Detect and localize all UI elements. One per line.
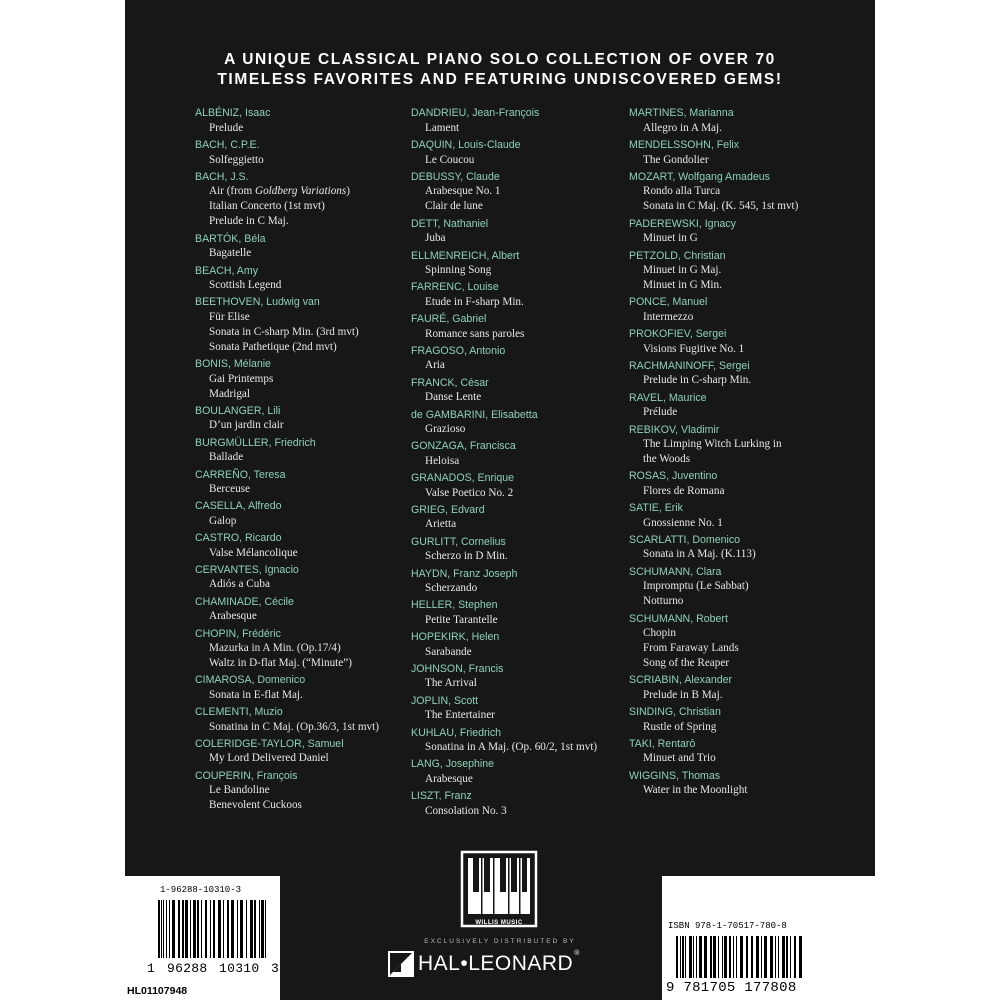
composer-entry <box>411 377 626 405</box>
piece-title: Minuet in G Maj. <box>643 263 722 276</box>
composer-entry <box>411 107 626 135</box>
piece-title: Visions Fugitive No. 1 <box>643 342 745 355</box>
composer-entry <box>195 171 405 229</box>
piece-title: Petite Tarantelle <box>425 613 498 626</box>
composer-name: CHAMINADE, Cécile <box>195 595 294 608</box>
composer-entry <box>411 218 626 246</box>
composer-entry <box>195 358 405 401</box>
composer-entry <box>629 470 869 498</box>
composer-entry <box>195 139 405 167</box>
composer-entry <box>195 596 405 624</box>
composer-entry <box>629 738 869 766</box>
composer-name: SCRIABIN, Alexander <box>629 674 733 687</box>
composer-entry <box>195 265 405 293</box>
composer-name: REBIKOV, Vladimir <box>629 423 720 436</box>
piece-title: Flores de Romana <box>643 484 725 497</box>
piece-title: Galop <box>209 514 237 527</box>
barcode-bar <box>197 900 199 958</box>
piece-title: Chopin <box>643 626 676 639</box>
piece-title: From Faraway Lands <box>643 641 739 654</box>
piece-title: Juba <box>425 232 446 245</box>
composer-name: WIGGINS, Thomas <box>629 769 721 782</box>
composer-entry <box>411 472 626 500</box>
contents-column-3 <box>629 104 869 798</box>
piece-title: Arietta <box>425 518 457 531</box>
composer-entry <box>411 281 626 309</box>
composer-entry <box>411 663 626 691</box>
barcode-bar <box>223 900 224 958</box>
barcode-bar <box>756 936 759 978</box>
piece-title: Lament <box>425 121 460 134</box>
barcode-bar <box>746 936 748 978</box>
composer-name: TAKI, Rentarō <box>629 737 696 750</box>
composer-name: COUPERIN, François <box>195 769 298 782</box>
barcode-bar <box>786 936 788 978</box>
composer-name: DANDRIEU, Jean-François <box>411 107 540 120</box>
composer-name: BONIS, Mélanie <box>195 358 271 371</box>
barcode-bar <box>213 900 215 958</box>
composer-entry <box>629 674 869 702</box>
composer-name: CARREÑO, Teresa <box>195 468 286 481</box>
piece-title: Water in the Moonlight <box>643 784 748 797</box>
piece-title: Song of the Reaper <box>643 656 730 669</box>
barcode-bar <box>704 936 707 978</box>
piece-title: D’un jardin clair <box>209 419 284 432</box>
barcode-bar <box>740 936 743 978</box>
barcode-bar <box>231 900 234 958</box>
upc-digit-first: 1 <box>147 961 156 976</box>
composer-entry <box>629 534 869 562</box>
composer-entry <box>195 296 405 354</box>
composer-name: PONCE, Manuel <box>629 296 708 309</box>
composer-name: de GAMBARINI, Elisabetta <box>411 408 538 421</box>
piece-title: Allegro in A Maj. <box>643 121 722 134</box>
piece-title: Consolation No. 3 <box>425 804 507 817</box>
barcode-bar <box>185 900 188 958</box>
composer-name: BACH, J.S. <box>195 170 249 183</box>
composer-name: FRAGOSO, Antonio <box>411 344 506 357</box>
composer-name: DAQUIN, Louis-Claude <box>411 139 521 152</box>
piece-title: Etude in F-sharp Min. <box>425 295 524 308</box>
barcode-bar <box>685 936 686 978</box>
barcode-bar <box>205 900 207 958</box>
barcode-bar <box>254 900 256 958</box>
upc-digits-group-1: 96288 <box>167 961 208 976</box>
piece-title: Prelude in C Maj. <box>209 215 289 228</box>
composer-entry <box>195 233 405 261</box>
piece-title: Italian Concerto (1st mvt) <box>209 200 325 213</box>
piece-title: Waltz in D-flat Maj. (“Minute”) <box>209 656 352 669</box>
composer-name: CASTRO, Ricardo <box>195 532 282 545</box>
isbn-barcode-bars <box>676 936 806 982</box>
upc-digits-group-2: 10310 <box>219 961 260 976</box>
registered-mark: ® <box>574 950 580 957</box>
barcode-bar <box>764 936 767 978</box>
composer-name: FRANCK, César <box>411 376 489 389</box>
piece-title: Le Bandoline <box>209 784 270 797</box>
composer-name: FARRENC, Louise <box>411 281 499 294</box>
composer-entry <box>629 218 869 246</box>
composer-name: DEBUSSY, Claude <box>411 170 500 183</box>
composer-entry <box>411 758 626 786</box>
barcode-bar <box>680 936 681 978</box>
barcode-bar <box>751 936 753 978</box>
barcode-bar <box>718 936 719 978</box>
barcode-bar <box>736 936 737 978</box>
piece-title: Sonatina in C Maj. (Op.36/3, 1st mvt) <box>209 720 379 733</box>
contents-column-1 <box>195 104 405 813</box>
barcode-bar <box>201 900 202 958</box>
piece-title: Minuet and Trio <box>643 752 716 765</box>
barcode-bar <box>178 900 180 958</box>
piece-title: Sonata in C Maj. (K. 545, 1st mvt) <box>643 200 799 213</box>
barcode-bar <box>163 900 164 958</box>
composer-entry <box>195 437 405 465</box>
upc-top-number: 1-96288-10310-3 <box>160 885 242 895</box>
composer-entry <box>411 250 626 278</box>
piece-title: Madrigal <box>209 387 251 400</box>
composer-name: JOPLIN, Scott <box>411 694 479 707</box>
barcode-bar <box>696 936 697 978</box>
composer-entry <box>411 139 626 167</box>
piece-title: Rustle of Spring <box>643 720 717 733</box>
composer-name: SCARLATTI, Domenico <box>629 533 741 546</box>
barcode-bar <box>227 900 229 958</box>
barcode-bar <box>699 936 702 978</box>
piece-title: Air (from Goldberg Variations) <box>209 185 350 198</box>
composer-entry <box>629 360 869 388</box>
piece-title: Prélude <box>643 406 678 419</box>
piece-title: Romance sans paroles <box>425 327 525 340</box>
upc-barcode-box <box>125 876 280 1000</box>
piece-title: Ballade <box>209 451 244 464</box>
barcode-bar <box>782 936 785 978</box>
piece-title: Scottish Legend <box>209 278 282 291</box>
composer-entry <box>195 532 405 560</box>
composer-name: HOPEKIRK, Helen <box>411 631 500 644</box>
composer-entry <box>411 313 626 341</box>
piece-title: Heloisa <box>425 454 460 467</box>
composer-entry <box>195 738 405 766</box>
barcode-bar <box>689 936 692 978</box>
piece-title: Sonata Pathetique (2nd mvt) <box>209 340 337 353</box>
composer-name: JOHNSON, Francis <box>411 662 504 675</box>
piece-title: Berceuse <box>209 482 250 495</box>
composer-entry <box>411 345 626 373</box>
piece-title: Impromptu (Le Sabbat) <box>643 580 749 593</box>
piece-title: The Arrival <box>425 677 477 690</box>
hal-leonard-wordmark: HAL•LEONARD <box>418 952 574 975</box>
composer-name: GRIEG, Edvard <box>411 503 485 516</box>
composer-entry <box>629 392 869 420</box>
composer-entry <box>411 568 626 596</box>
hl-product-code: HL01107948 <box>127 985 188 997</box>
barcode-bar <box>722 936 723 978</box>
composer-name: MARTINES, Marianna <box>629 107 734 120</box>
barcode-bar <box>724 936 727 978</box>
composer-entry <box>411 695 626 723</box>
composer-entry <box>195 405 405 433</box>
barcode-bar <box>261 900 264 958</box>
composer-name: GRANADOS, Enrique <box>411 472 515 485</box>
barcode-bar <box>210 900 211 958</box>
composer-name: MOZART, Wolfgang Amadeus <box>629 170 770 183</box>
piece-title: Adiós a Cuba <box>209 578 270 591</box>
barcode-bar <box>259 900 260 958</box>
composer-name: CHOPIN, Frédéric <box>195 627 281 640</box>
barcode-bar <box>790 936 791 978</box>
barcode-bar <box>169 900 170 958</box>
composer-entry <box>411 631 626 659</box>
piece-title: Minuet in G Min. <box>643 278 722 291</box>
composer-entry <box>195 628 405 671</box>
barcode-bar <box>693 936 694 978</box>
piece-title: Prelude <box>209 121 244 134</box>
barcode-bar <box>733 936 734 978</box>
barcode-bar <box>710 936 712 978</box>
composer-entry <box>195 500 405 528</box>
isbn-barcode-digits: 9 781705 177808 <box>666 980 797 996</box>
composer-name: PADEREWSKI, Ignacy <box>629 217 736 230</box>
barcode-bar <box>182 900 184 958</box>
composer-name: LANG, Josephine <box>411 758 495 771</box>
composer-name: SATIE, Erik <box>629 502 683 515</box>
barcode-bar <box>799 936 802 978</box>
isbn-barcode-box <box>662 876 875 1000</box>
composer-name: CERVANTES, Ignacio <box>195 563 299 576</box>
composer-entry <box>195 469 405 497</box>
piece-title: Valse Poetico No. 2 <box>425 486 514 499</box>
composer-name: PROKOFIEV, Sergei <box>629 328 727 341</box>
piece-title: Arabesque No. 1 <box>425 185 501 198</box>
composer-name: MENDELSSOHN, Felix <box>629 139 740 152</box>
piece-title: Gai Printemps <box>209 372 274 385</box>
composer-entry <box>411 171 626 214</box>
barcode-bar <box>729 936 731 978</box>
piece-title: Notturno <box>643 595 684 608</box>
composer-name: ALBÉNIZ, Isaac <box>195 107 271 120</box>
composer-name: COLERIDGE-TAYLOR, Samuel <box>195 737 344 750</box>
headline-line-1: A UNIQUE CLASSICAL PIANO SOLO COLLECTION OF OVER 70 <box>224 51 776 68</box>
piece-title: The Entertainer <box>425 709 495 722</box>
composer-entry <box>629 424 869 467</box>
composer-name: GONZAGA, Francisca <box>411 440 516 453</box>
hal-leonard-logo <box>388 950 580 978</box>
composer-name: CIMAROSA, Domenico <box>195 674 306 687</box>
composer-entry <box>411 727 626 755</box>
barcode-bar <box>193 900 196 958</box>
barcode-bar <box>190 900 191 958</box>
composer-name: FAURÉ, Gabriel <box>411 313 487 326</box>
piece-title: Rondo alla Turca <box>643 185 721 198</box>
piece-title: Prelude in B Maj. <box>643 688 723 701</box>
composer-entry <box>411 409 626 437</box>
piece-title: Prelude in C-sharp Min. <box>643 374 752 387</box>
composer-entry <box>195 107 405 135</box>
back-cover <box>125 0 875 1000</box>
composer-name: BACH, C.P.E. <box>195 139 260 152</box>
barcode-bar <box>218 900 221 958</box>
piece-title: Minuet in G <box>643 232 698 245</box>
barcode-bar <box>158 900 160 958</box>
headline-line-2: TIMELESS FAVORITES AND FEATURING UNDISCOVERED GEMS! <box>217 71 783 88</box>
upc-digit-last: 3 <box>271 961 280 976</box>
composer-name: DETT, Nathaniel <box>411 217 489 230</box>
barcode-bar <box>775 936 776 978</box>
composer-entry <box>629 171 869 214</box>
piece-title: Clair de lune <box>425 200 483 213</box>
composer-name: RACHMANINOFF, Sergei <box>629 359 750 372</box>
composer-entry <box>629 770 869 798</box>
barcode-bar <box>265 900 266 958</box>
composer-entry <box>411 790 626 818</box>
composer-name: SINDING, Christian <box>629 706 721 719</box>
piece-title: the Woods <box>643 452 691 465</box>
composer-name: BEETHOVEN, Ludwig van <box>195 296 320 309</box>
composer-name: GURLITT, Cornelius <box>411 535 506 548</box>
piece-title: My Lord Delivered Daniel <box>209 752 329 765</box>
composer-name: BEACH, Amy <box>195 264 258 277</box>
piece-title: Sonata in C-sharp Min. (3rd mvt) <box>209 325 359 338</box>
composer-entry <box>195 770 405 813</box>
composer-name: KUHLAU, Friedrich <box>411 726 502 739</box>
piece-title: Bagatelle <box>209 247 252 260</box>
piece-title: Grazioso <box>425 422 466 435</box>
barcode-bar <box>250 900 253 958</box>
composer-entry <box>629 502 869 530</box>
piece-title: Benevolent Cuckoos <box>209 799 302 812</box>
piece-title: Für Elise <box>209 310 250 323</box>
composer-entry <box>629 139 869 167</box>
distributed-by: EXCLUSIVELY DISTRIBUTED BY <box>424 938 576 945</box>
barcode-bar <box>794 936 796 978</box>
piece-title: Solfeggietto <box>209 153 264 166</box>
piece-title: Arabesque <box>425 772 473 785</box>
composer-name: PETZOLD, Christian <box>629 249 726 262</box>
isbn-number: ISBN 978-1-70517-780-8 <box>668 921 787 931</box>
composer-name: LISZT, Franz <box>411 790 472 803</box>
composer-name: SCHUMANN, Robert <box>629 612 728 625</box>
barcode-bar <box>682 936 684 978</box>
piece-title: Sonata in E-flat Maj. <box>209 688 303 701</box>
composer-entry <box>411 599 626 627</box>
piece-title: Intermezzo <box>643 310 694 323</box>
barcode-bar <box>161 900 162 958</box>
barcode-bar <box>770 936 773 978</box>
composer-entry <box>629 107 869 135</box>
contents-column-2 <box>411 104 626 819</box>
willis-music-label: WILLIS MUSIC <box>475 920 523 926</box>
composer-entry <box>411 536 626 564</box>
composer-name: SCHUMANN, Clara <box>629 565 722 578</box>
piece-title: The Limping Witch Lurking in <box>643 437 782 450</box>
composer-name: CASELLA, Alfredo <box>195 500 282 513</box>
composer-entry <box>195 564 405 592</box>
piece-title: Arabesque <box>209 610 257 623</box>
composer-name: ROSAS, Juventino <box>629 470 718 483</box>
barcode-bar <box>778 936 779 978</box>
composer-entry <box>629 296 869 324</box>
composer-entry <box>629 328 869 356</box>
piece-title: Aria <box>425 359 445 372</box>
piece-title: Scherzo in D Min. <box>425 550 508 563</box>
composer-name: HELLER, Stephen <box>411 599 498 612</box>
composer-entry <box>411 440 626 468</box>
piece-title: Spinning Song <box>425 263 492 276</box>
willis-music-logo <box>460 850 538 928</box>
composer-entry <box>195 706 405 734</box>
composer-name: RAVEL, Maurice <box>629 391 707 404</box>
composer-entry <box>195 674 405 702</box>
piece-title: The Gondolier <box>643 153 709 166</box>
composer-name: HAYDN, Franz Joseph <box>411 567 518 580</box>
piece-title: Scherzando <box>425 581 478 594</box>
piece-title: Sarabande <box>425 645 472 658</box>
composer-entry <box>629 613 869 671</box>
barcode-bar <box>713 936 716 978</box>
composer-entry <box>629 250 869 293</box>
barcode-bar <box>676 936 678 978</box>
piece-title: Danse Lente <box>425 391 482 404</box>
piece-title: Sonata in A Maj. (K.113) <box>643 548 756 561</box>
composer-name: BARTÓK, Béla <box>195 232 266 245</box>
barcode-bar <box>240 900 243 958</box>
composer-entry <box>629 706 869 734</box>
piece-title: Gnossienne No. 1 <box>643 516 723 529</box>
composer-name: BOULANGER, Lili <box>195 404 281 417</box>
composer-entry <box>629 566 869 609</box>
composer-name: ELLMENREICH, Albert <box>411 249 520 262</box>
barcode-bar <box>237 900 238 958</box>
hal-leonard-icon <box>388 951 414 977</box>
barcode-bar <box>172 900 175 958</box>
headline <box>125 50 875 90</box>
barcode-bar <box>246 900 247 958</box>
composer-entry <box>411 504 626 532</box>
barcode-bar <box>761 936 762 978</box>
piece-title: Le Coucou <box>425 153 475 166</box>
piece-title: Valse Mélancolique <box>209 546 298 559</box>
piece-title: Sonatina in A Maj. (Op. 60/2, 1st mvt) <box>425 740 598 753</box>
piece-title: Mazurka in A Min. (Op.17/4) <box>209 641 341 654</box>
barcode-bar <box>166 900 167 958</box>
composer-name: CLEMENTI, Muzio <box>195 706 283 719</box>
composer-name: BURGMÜLLER, Friedrich <box>195 436 316 449</box>
